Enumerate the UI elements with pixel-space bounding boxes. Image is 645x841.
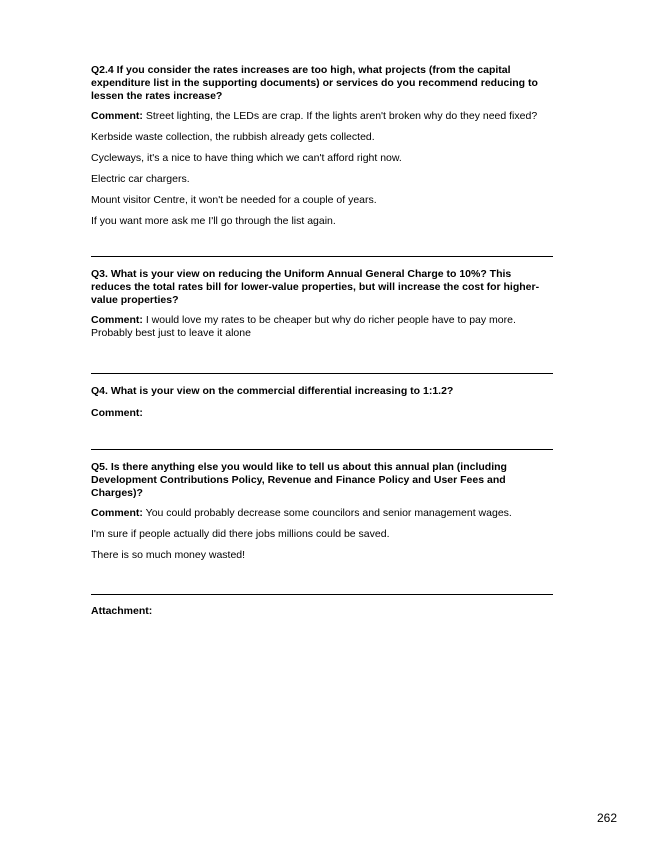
comment-paragraph: There is so much money wasted! xyxy=(91,549,246,561)
comment-paragraph: Electric car chargers. xyxy=(91,173,190,185)
comment-paragraph: Kerbside waste collection, the rubbish already gets collected. xyxy=(91,131,375,143)
section-divider xyxy=(91,373,553,374)
comment-text: You could probably decrease some councilors and senior management wages. xyxy=(145,507,512,519)
question-heading: Q2.4 If you consider the rates increases are too high, what projects (from the capital expenditure list in the supporting documents) or services do you recommend reducing to lessen the rates increase? xyxy=(91,64,538,102)
question-heading: Q5. Is there anything else you would like to tell us about this annual plan (including Development Contributions Policy, Revenue and Finance Policy and User Fees and Charges)? xyxy=(91,461,507,499)
question-heading: Q3. What is your view on reducing the Uniform Annual General Charge to 10%? This reduces the total rates bill for lower-value properties, but will increase the cost for higher-value properties? xyxy=(91,268,540,306)
section-q4 xyxy=(91,385,553,420)
comment-label: Comment: xyxy=(91,314,143,326)
comment-paragraph: I'm sure if people actually did there jobs millions could be saved. xyxy=(91,528,390,540)
comment xyxy=(91,507,553,520)
comment-paragraph: Cycleways, it's a nice to have thing which we can't afford right now. xyxy=(91,152,402,164)
section-q2-4 xyxy=(91,64,553,228)
comment-label: Comment: xyxy=(91,110,143,122)
section-q3 xyxy=(91,268,553,340)
comment xyxy=(91,407,553,420)
comment-text: Street lighting, the LEDs are crap. If the lights aren't broken why do they need fixed? xyxy=(145,110,538,122)
section-divider xyxy=(91,256,553,257)
attachment-label: Attachment: xyxy=(91,605,153,617)
comment-text: I would love my rates to be cheaper but why do richer people have to pay more. Probably best just to leave it alone xyxy=(91,314,516,339)
section-divider xyxy=(91,594,553,595)
section-q5 xyxy=(91,461,553,562)
page-number: 262 xyxy=(596,811,617,825)
comment-paragraph: If you want more ask me I'll go through the list again. xyxy=(91,215,336,227)
comment xyxy=(91,314,553,340)
question-heading: Q4. What is your view on the commercial differential increasing to 1:1.2? xyxy=(91,385,454,397)
comment-label: Comment: xyxy=(91,407,143,419)
section-divider xyxy=(91,449,553,450)
document-body xyxy=(91,64,553,625)
comment-paragraph: Mount visitor Centre, it won't be needed for a couple of years. xyxy=(91,194,377,206)
comment xyxy=(91,110,553,123)
comment-label: Comment: xyxy=(91,507,143,519)
